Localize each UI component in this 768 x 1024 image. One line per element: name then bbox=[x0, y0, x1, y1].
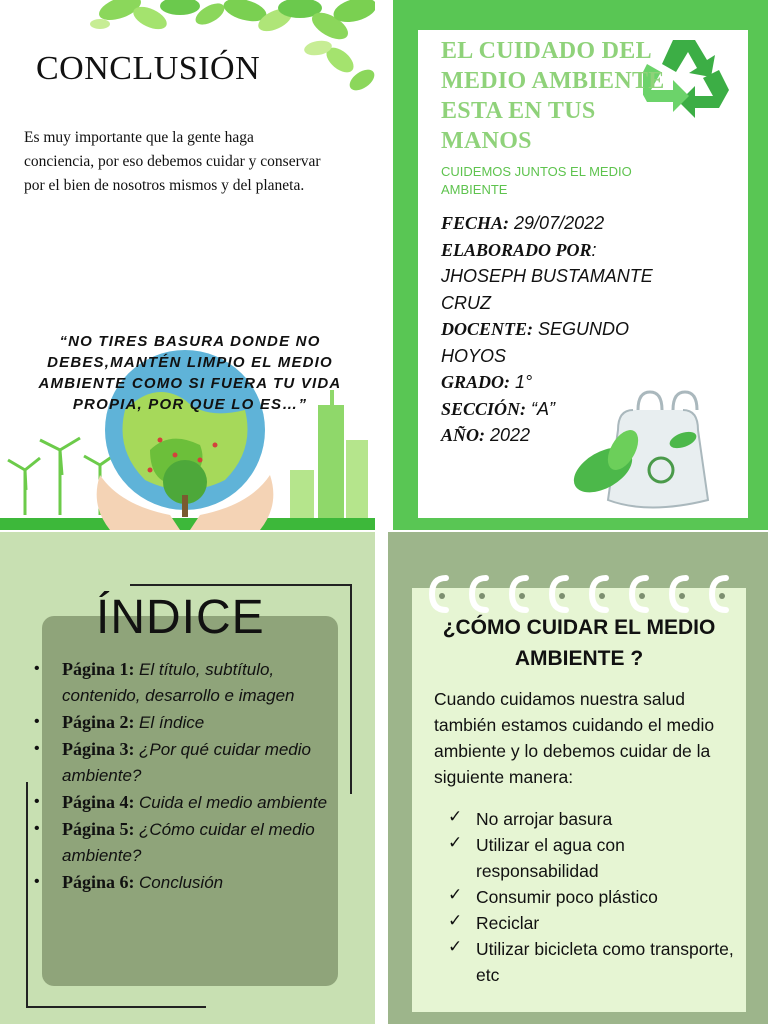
frame-line bbox=[26, 782, 28, 1006]
anio-line: AÑO: 2022 bbox=[441, 425, 531, 445]
frame-line bbox=[350, 584, 352, 794]
index-panel bbox=[0, 532, 375, 1024]
docente-line: DOCENTE: SEGUNDO HOYOS bbox=[441, 319, 630, 366]
fecha-line: FECHA: 29/07/2022 bbox=[441, 213, 605, 233]
check-icon: ✓ bbox=[448, 937, 463, 956]
list-item: ✓ Reciclar bbox=[448, 910, 738, 936]
list-item: ✓ No arrojar basura bbox=[448, 806, 738, 832]
quote-text: “NO TIRES BASURA DONDE NO DEBES,MANTÉN LIMPIO EL MEDIO AMBIENTE COMO SI FUERA TU VIDA PROPIA, POR QUE LO ES…” bbox=[38, 333, 342, 413]
seccion-line: SECCIÓN: “A” bbox=[441, 398, 556, 419]
list-item: • Página 5: ¿Cómo cuidar el medio ambiente? bbox=[34, 819, 315, 865]
cover-subtitle: CUIDEMOS JUNTOS EL MEDIO AMBIENTE bbox=[441, 164, 632, 197]
howto-panel bbox=[388, 532, 768, 1024]
frame-line bbox=[130, 584, 352, 586]
list-item: • Página 3: ¿Por qué cuidar medio ambiente? bbox=[34, 739, 311, 785]
cover-title: EL CUIDADO DEL MEDIO AMBIENTE ESTA EN TUS MANOS bbox=[441, 38, 665, 154]
cover-panel bbox=[393, 0, 768, 530]
conclusion-text: Es muy importante que la gente haga conciencia, por eso debemos cuidar y conservar por el bien de nosotros mismos y del planeta. bbox=[24, 129, 321, 194]
index-list bbox=[34, 656, 344, 896]
frame-line bbox=[26, 1006, 206, 1008]
author-name: JHOSEPH BUSTAMANTE CRUZ bbox=[441, 266, 653, 313]
howto-intro: Cuando cuidamos nuestra salud también estamos cuidando el medio ambiente y lo debemos cuidar de la siguiente manera: bbox=[434, 689, 715, 787]
grado-line: GRADO: 1° bbox=[441, 372, 533, 392]
list-item: • Página 2: El índice bbox=[34, 712, 205, 732]
list-item: • Página 6: Conclusión bbox=[34, 872, 224, 892]
conclusion-panel bbox=[0, 0, 375, 530]
howto-list bbox=[448, 806, 738, 988]
list-item: ✓ Utilizar el agua con responsabilidad bbox=[448, 832, 738, 884]
check-icon: ✓ bbox=[448, 911, 463, 930]
list-item: ✓ Consumir poco plástico bbox=[448, 884, 738, 910]
check-icon: ✓ bbox=[448, 833, 463, 852]
list-item: • Página 4: Cuida el medio ambiente bbox=[34, 792, 328, 812]
elaborado-line: ELABORADO POR: bbox=[441, 239, 597, 260]
list-item: ✓ Utilizar bicicleta como transporte, etc bbox=[448, 936, 738, 988]
page-title: CONCLUSIÓN bbox=[36, 50, 261, 87]
howto-title: ¿CÓMO CUIDAR EL MEDIO AMBIENTE ? bbox=[442, 616, 716, 670]
index-title: ÍNDICE bbox=[96, 591, 265, 644]
list-item: • Página 1: El título, subtítulo, contenido, desarrollo e imagen bbox=[34, 659, 295, 705]
check-icon: ✓ bbox=[448, 807, 463, 826]
cover-details bbox=[441, 210, 691, 449]
check-icon: ✓ bbox=[448, 885, 463, 904]
